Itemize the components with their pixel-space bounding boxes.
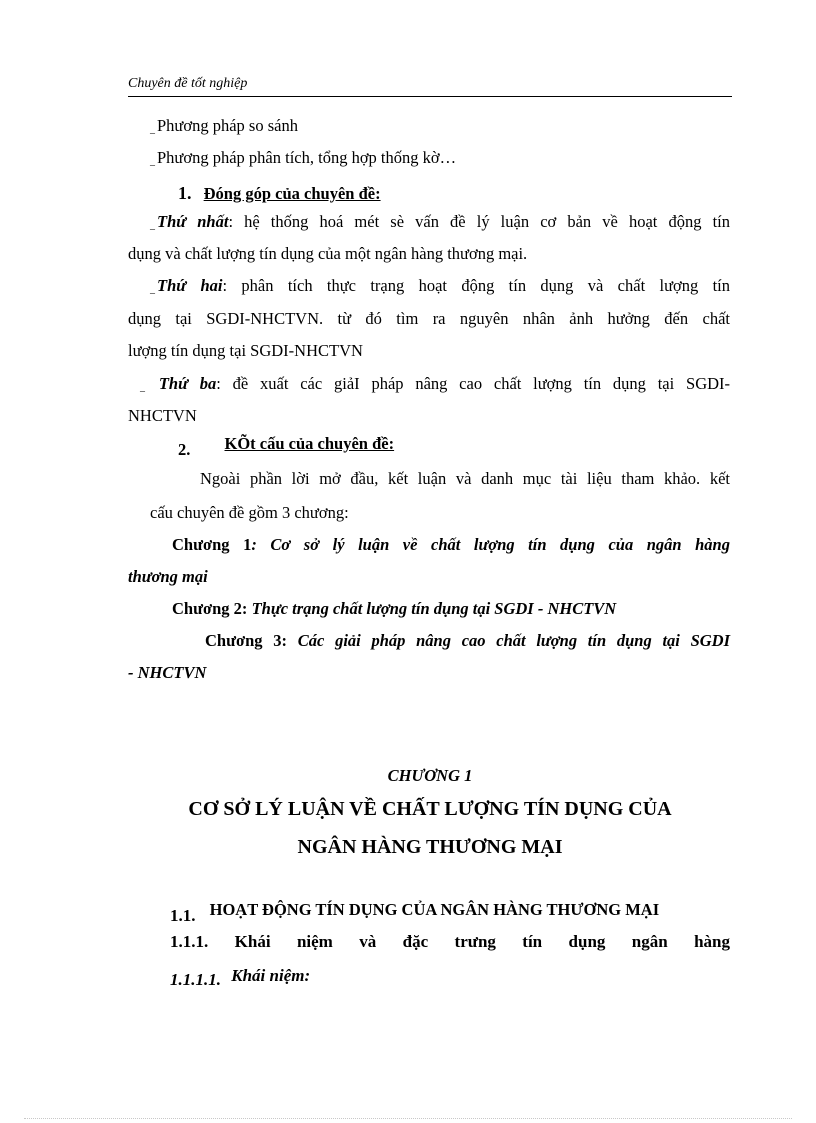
- paragraph-first: _ Thứ nhất: hệ thống hoá mét sè vấn đề lý luận cơ bản về hoạt động tín: [150, 212, 730, 231]
- section-heading-structure: 2. KÕt cấu của chuyên đề:: [178, 434, 395, 459]
- structure-intro: Ngoài phần lời mở đầu, kết luận và danh mục tài liệu tham khảo. kết: [200, 469, 730, 488]
- chapter-2-entry: Chương 2: Thực trạng chất lượng tín dụng tại SGDI - NHCTVN: [172, 599, 617, 618]
- paragraph-line: dụng tại SGDI-NHCTVN. từ đó tìm ra nguyên nhân ảnh hưởng đến chất: [128, 309, 730, 328]
- structure-intro-line: cấu chuyên đề gồm 3 chương:: [150, 503, 349, 522]
- paragraph-third: _ Thứ ba: đề xuất các giảI pháp nâng cao chất lượng tín dụng tại SGDI-: [140, 374, 731, 393]
- paragraph-line: lượng tín dụng tại SGDI-NHCTVN: [128, 341, 363, 360]
- chapter-title-line1: CƠ SỞ LÝ LUẬN VỀ CHẤT LƯỢNG TÍN DỤNG CỦA: [188, 798, 672, 820]
- paragraph-second: _ Thứ hai: phân tích thực trạng hoạt động tín dụng và chất lượng tín: [150, 276, 730, 295]
- paragraph-line: dụng và chất lượng tín dụng của một ngân hàng thương mại.: [128, 244, 528, 263]
- chapter-1-entry-line: thương mại: [128, 567, 208, 586]
- header-title: Chuyên đề tốt nghiệp: [128, 76, 248, 91]
- section-1-1-1: 1.1.1. Khái niệm và đặc trưng tín dụng ngân hàng: [170, 932, 731, 951]
- dash-bullet: _: [150, 156, 155, 167]
- chapter-3-entry-line: - NHCTVN: [128, 663, 207, 682]
- page-header: [128, 76, 732, 97]
- footer-dotted-border: [24, 1118, 792, 1119]
- chapter-label: CHƯƠNG 1: [387, 766, 473, 785]
- dash-bullet: _: [150, 124, 155, 135]
- chapter-3-entry: Chương 3: Các giải pháp nâng cao chất lượng tín dụng tại SGDI: [205, 631, 731, 650]
- paragraph-line: NHCTVN: [128, 406, 197, 425]
- section-heading-contribution: 1. Đóng góp của chuyên đề:: [178, 183, 381, 203]
- method-item: _ Phương pháp phân tích, tổng hợp thống kờ…: [150, 148, 457, 167]
- section-1-1: 1.1. HOẠT ĐỘNG TÍN DỤNG CỦA NGÂN HÀNG THƯƠNG MẠI: [170, 900, 660, 925]
- method-item: _ Phương pháp so sánh: [150, 116, 298, 135]
- chapter-1-entry: Chương 1: Cơ sở lý luận về chất lượng tín dụng của ngân hàng: [172, 535, 730, 554]
- chapter-title-line2: NGÂN HÀNG THƯƠNG MẠI: [297, 836, 563, 858]
- section-1-1-1-1: 1.1.1.1. Khái niệm:: [170, 966, 311, 989]
